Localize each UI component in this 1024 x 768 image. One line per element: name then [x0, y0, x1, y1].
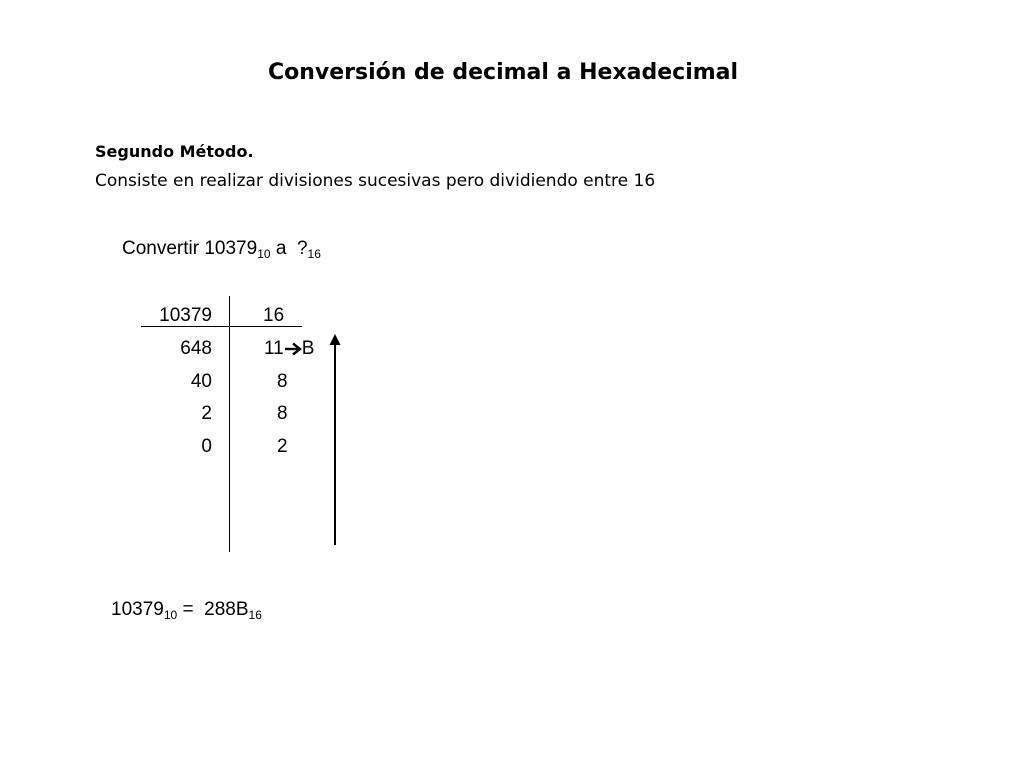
method-description: Consiste en realizar divisiones sucesivas pero dividiendo entre 16	[95, 171, 656, 191]
dividend-cell: 40	[190, 371, 212, 392]
result-number: 10379	[111, 599, 164, 620]
remainder-cell: 8	[277, 371, 288, 392]
remainder-cell: 8	[277, 403, 288, 424]
problem-to-base: 16	[307, 247, 321, 261]
conversion-result	[111, 599, 262, 621]
remainder-value: 11	[264, 338, 284, 359]
dividend-cell: 2	[201, 403, 212, 424]
dividend-cell: 648	[180, 338, 212, 359]
page-title: Conversión de decimal a Hexadecimal	[267, 60, 739, 85]
result-hex-value: 288B	[204, 599, 249, 620]
result-equals: =	[177, 599, 205, 620]
dividend-cell: 0	[201, 436, 212, 457]
problem-prefix: Convertir 10379	[122, 238, 258, 259]
remainder-cell: 2	[277, 436, 288, 457]
result-from-base: 10	[163, 608, 178, 622]
divisor-cell: 16	[263, 305, 285, 326]
division-vertical-line	[229, 296, 230, 552]
up-arrow-icon	[327, 334, 343, 551]
remainder-cell	[264, 338, 314, 362]
division-horizontal-line	[141, 326, 302, 327]
problem-from-base: 10	[257, 247, 271, 261]
problem-statement	[122, 238, 321, 260]
problem-connector: a ?	[270, 238, 308, 259]
remainder-hex: B	[301, 338, 315, 359]
result-to-base: 16	[248, 608, 262, 622]
dividend-cell: 10379	[159, 305, 212, 326]
method-heading: Segundo Método.	[95, 142, 254, 161]
right-arrow-icon	[284, 340, 302, 362]
